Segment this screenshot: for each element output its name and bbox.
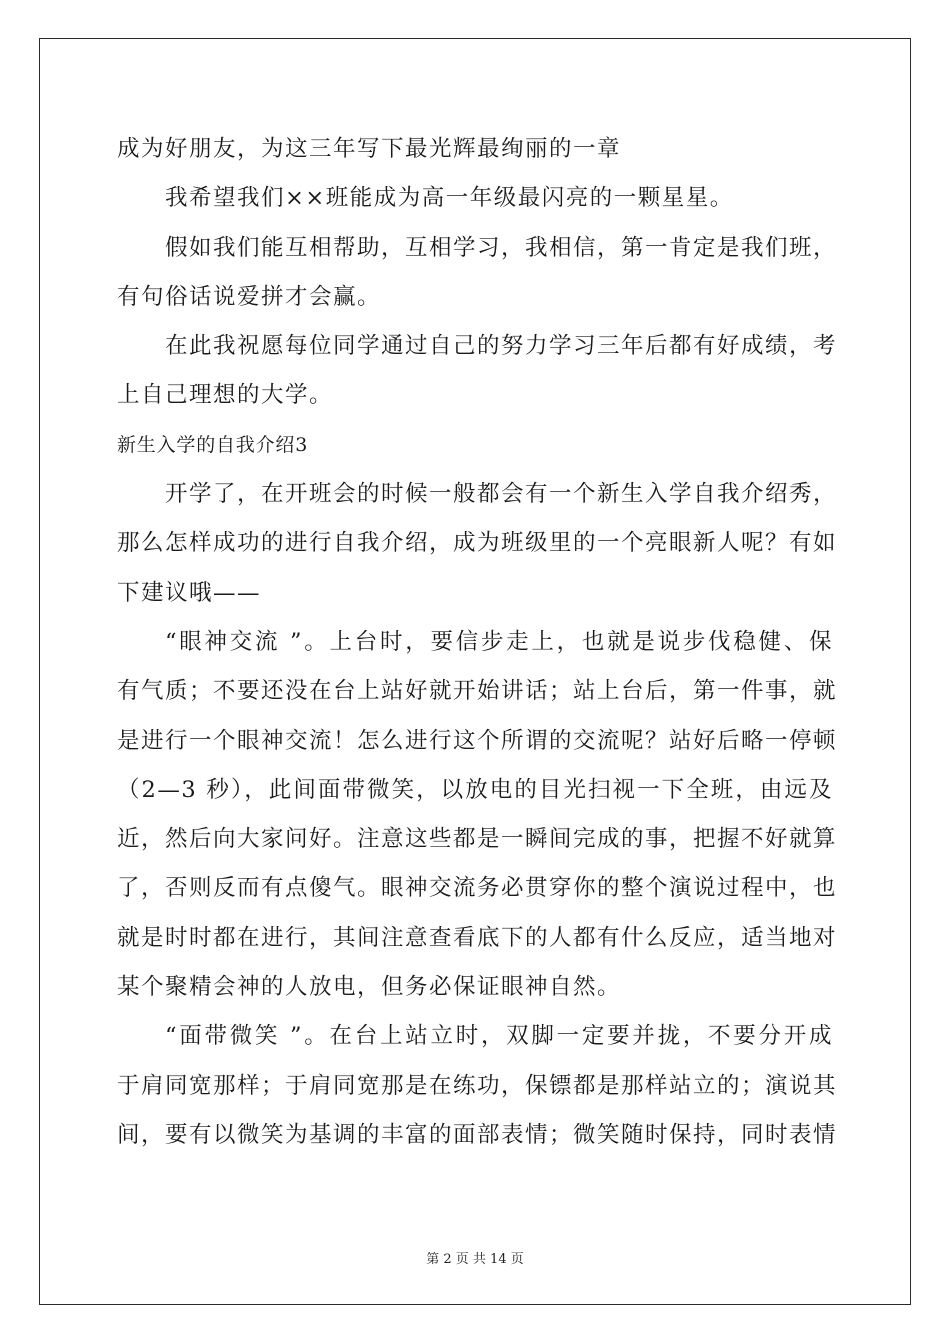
text-line: 在此我祝愿每位同学通过自己的努力学习三年后都有好成绩，考 [165, 333, 838, 360]
text-line: 有句俗话说爱拼才会赢。 [117, 283, 382, 310]
document-body [117, 125, 838, 1160]
text-line: 是进行一个眼神交流！怎么进行这个所谓的交流呢？站好后略一停顿 [117, 727, 838, 754]
text-line: 上自己理想的大学。 [117, 382, 334, 409]
text-line: 假如我们能互相帮助，互相学习，我相信，第一肯定是我们班， [165, 234, 838, 261]
text-line: 就是时时都在进行，其间注意查看底下的人都有什么反应，适当地对 [117, 924, 838, 951]
text-line: 那么怎样成功的进行自我介绍，成为班级里的一个亮眼新人呢？有如 [117, 530, 838, 557]
text-line: 间，要有以微笑为基调的丰富的面部表情；微笑随时保持，同时表情 [117, 1121, 838, 1148]
text-line: 于肩同宽那样；于肩同宽那是在练功，保镖都是那样站立的；演说其 [117, 1072, 838, 1099]
section-heading: 新生入学的自我介绍3 [117, 433, 309, 456]
text-line: （2—3 秒），此间面带微笑，以放电的目光扫视一下全班，由远及 [117, 776, 833, 803]
text-line: 有气质；不要还没在台上站好就开始讲话；站上台后，第一件事，就 [117, 678, 838, 705]
text-line: 了，否则反而有点傻气。眼神交流务必贯穿你的整个演说过程中，也 [117, 875, 838, 902]
text-line: 成为好朋友，为这三年写下最光辉最绚丽的一章 [117, 136, 622, 162]
text-line: 开学了，在开班会的时候一般都会有一个新生入学自我介绍秀， [165, 481, 838, 508]
text-line: “眼神交流 ”。上台时，要信步走上，也就是说步伐稳健、保 [165, 628, 833, 655]
text-line: 我希望我们××班能成为高一年级最闪亮的一颗星星。 [165, 185, 734, 212]
text-line: “面带微笑 ”。在台上站立时，双脚一定要并拢，不要分开成 [165, 1023, 833, 1050]
text-line: 某个聚精会神的人放电，但务必保证眼神自然。 [117, 974, 622, 1001]
text-line: 近，然后向大家问好。注意这些都是一瞬间完成的事，把握不好就算 [117, 826, 838, 853]
page-footer: 第 2 页 共 14 页 [426, 1252, 524, 1267]
text-line: 下建议哦—— [117, 579, 262, 606]
